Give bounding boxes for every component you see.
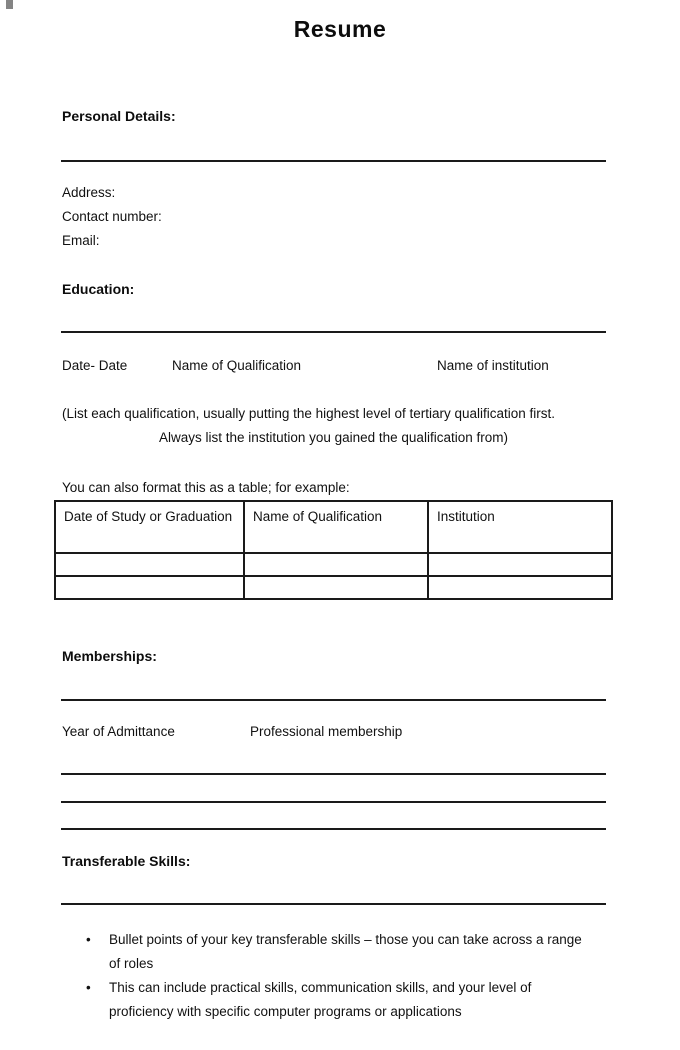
- education-table-header-row: [55, 501, 612, 553]
- education-table-empty-row: [55, 576, 612, 599]
- horizontal-rule: [61, 773, 606, 775]
- scan-artifact-mark: [6, 0, 13, 9]
- bullet-icon: •: [86, 932, 91, 947]
- table-cell-empty: [55, 553, 244, 576]
- memberships-col-professional: Professional membership: [250, 724, 403, 739]
- section-heading-personal-details: Personal Details:: [62, 108, 176, 124]
- table-header-institution: Institution: [428, 501, 612, 553]
- field-label-email: Email:: [62, 233, 100, 248]
- memberships-col-year: Year of Admittance: [62, 724, 175, 739]
- horizontal-rule: [61, 903, 606, 905]
- bullet-text-line: Bullet points of your key transferable skills – those you can take across a range: [109, 932, 582, 947]
- bullet-text-line: of roles: [109, 956, 154, 971]
- education-inline-header-row: [0, 358, 680, 376]
- table-cell-empty: [244, 553, 428, 576]
- bullet-text-line: This can include practical skills, communication skills, and your level of: [109, 980, 532, 995]
- table-cell-empty: [428, 553, 612, 576]
- bullet-text-line: proficiency with specific computer programs or applications: [109, 1004, 462, 1019]
- education-col-date: Date- Date: [62, 358, 128, 373]
- education-col-qualification: Name of Qualification: [172, 358, 302, 373]
- table-header-name-of-qualification: Name of Qualification: [244, 501, 428, 553]
- section-heading-memberships: Memberships:: [62, 648, 157, 664]
- education-col-institution: Name of institution: [437, 358, 549, 373]
- horizontal-rule: [61, 828, 606, 830]
- education-table-empty-row: [55, 553, 612, 576]
- horizontal-rule: [61, 801, 606, 803]
- section-heading-education: Education:: [62, 281, 135, 297]
- education-table: [54, 500, 613, 600]
- education-table-intro: You can also format this as a table; for example:: [62, 480, 350, 495]
- page-title: Resume: [293, 16, 387, 42]
- education-note-line1: (List each qualification, usually putting the highest level of tertiary qualification first.: [62, 406, 556, 421]
- table-cell-empty: [428, 576, 612, 599]
- horizontal-rule: [61, 331, 606, 333]
- table-header-date-of-study: Date of Study or Graduation: [55, 501, 244, 553]
- table-cell-empty: [244, 576, 428, 599]
- table-cell-empty: [55, 576, 244, 599]
- horizontal-rule: [61, 160, 606, 162]
- education-note-line2: Always list the institution you gained the qualification from): [159, 430, 508, 445]
- personal-details-fields: [62, 181, 162, 253]
- field-label-address: Address:: [62, 185, 116, 200]
- horizontal-rule: [61, 699, 606, 701]
- list-item: [82, 928, 612, 976]
- section-heading-transferable-skills: Transferable Skills:: [62, 853, 191, 869]
- bullet-icon: •: [86, 980, 91, 995]
- transferable-skills-list: [82, 928, 612, 1024]
- memberships-inline-header-row: [0, 724, 680, 742]
- list-item: [82, 976, 612, 1024]
- field-label-contact-number: Contact number:: [62, 209, 162, 224]
